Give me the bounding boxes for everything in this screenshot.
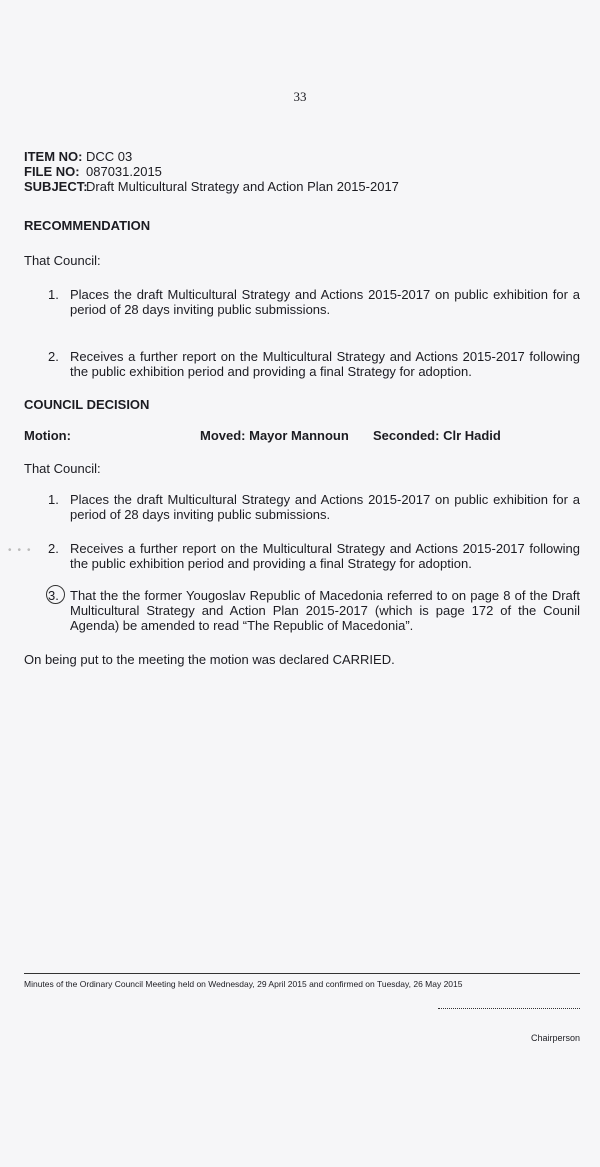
subject-value: Draft Multicultural Strategy and Action Plan 2015-2017 <box>86 179 399 194</box>
item-text: Places the draft Multicultural Strategy and Actions 2015-2017 on public exhibition for a period of 28 days inviting public submissions. <box>70 287 580 317</box>
item-number-label: ITEM NO: <box>24 149 83 164</box>
file-number-value: 087031.2015 <box>86 164 162 179</box>
subject-row <box>24 179 399 194</box>
file-number-row <box>24 164 162 179</box>
scan-mark: ••• <box>8 545 37 556</box>
page-number: 33 <box>293 89 307 104</box>
item-number: 3. <box>48 588 59 603</box>
seconded-by: Seconded: Clr Hadid <box>373 428 501 443</box>
signature-line <box>438 1008 580 1009</box>
motion-label: Motion: <box>24 428 71 443</box>
recommendation-intro: That Council: <box>24 253 101 268</box>
item-number: 2. <box>48 349 59 364</box>
file-number-label: FILE NO: <box>24 164 80 179</box>
item-number-row <box>24 149 132 164</box>
recommendation-heading: RECOMMENDATION <box>24 218 151 233</box>
item-number: 1. <box>48 492 59 507</box>
item-text: That the the former Yougoslav Republic of Macedonia referred to on page 8 of the Draft Multicultural Strategy and Action Plan 2015-2017 (which is page 172 of the Counil Agenda) be amended to read “The Republic of Macedonia”. <box>70 588 580 633</box>
minutes-footer: Minutes of the Ordinary Council Meeting held on Wednesday, 29 April 2015 and confirmed on Tuesday, 26 May 2015 <box>24 979 463 989</box>
item-text: Places the draft Multicultural Strategy and Actions 2015-2017 on public exhibition for a period of 28 days inviting public submissions. <box>70 492 580 522</box>
council-decision-heading: COUNCIL DECISION <box>24 397 150 412</box>
item-number: 2. <box>48 541 59 556</box>
item-number-value: DCC 03 <box>86 149 133 164</box>
moved-by: Moved: Mayor Mannoun <box>200 428 349 443</box>
item-text: Receives a further report on the Multicultural Strategy and Actions 2015-2017 following the public exhibition period and providing a final Strategy for adoption. <box>70 349 580 379</box>
decision-intro: That Council: <box>24 461 101 476</box>
motion-result: On being put to the meeting the motion was declared CARRIED. <box>24 652 395 667</box>
item-text: Receives a further report on the Multicultural Strategy and Actions 2015-2017 following the public exhibition period and providing a final Strategy for adoption. <box>70 541 580 571</box>
footer-divider <box>24 973 580 974</box>
item-number: 1. <box>48 287 59 302</box>
subject-label: SUBJECT: <box>24 179 88 194</box>
chairperson-label: Chairperson <box>530 1033 580 1043</box>
